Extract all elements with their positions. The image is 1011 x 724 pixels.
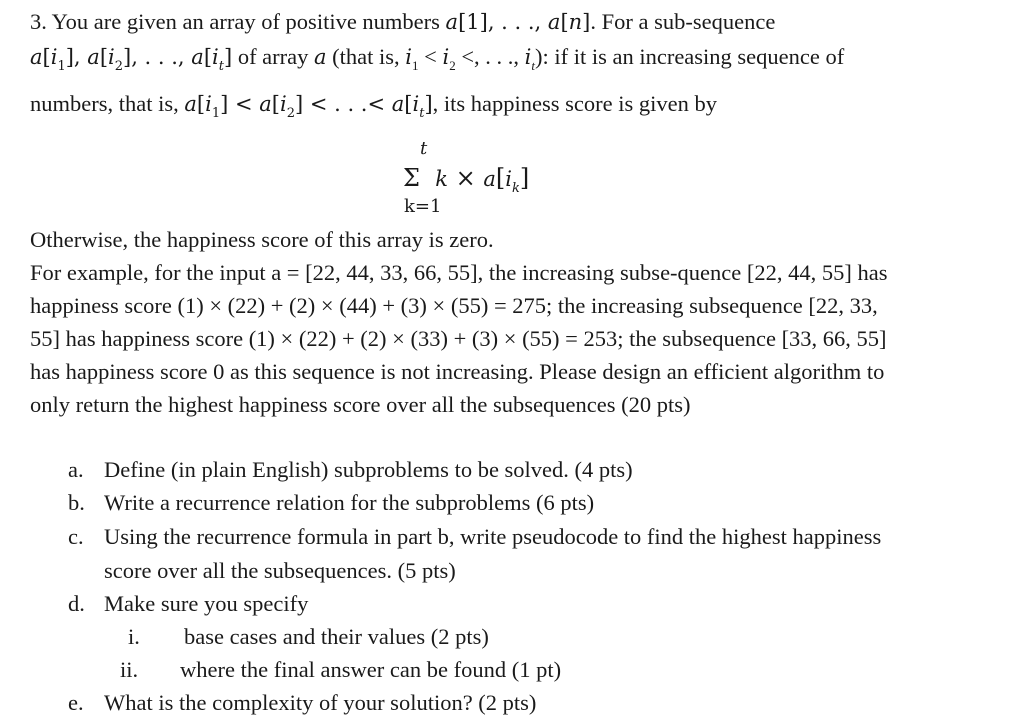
problem-line-1-text: You are given an array of positive numbers — [51, 9, 440, 34]
problem-line-1 — [30, 8, 775, 36]
paragraph-line: For example, for the input a = [22, 44, 33, 66, 55], the increasing subse-quence [22, 44, 55] has — [30, 260, 888, 285]
problem-line-3: numbers, that is, $a[i_1] < a[i_2]$ < . . .< $a[i_t]$, its happiness score is given by — [30, 91, 717, 121]
subpart-i-label: i. — [128, 624, 140, 649]
problem-line-1-end: . For a sub-sequence — [590, 9, 776, 34]
array-notation: a[1], . . ., a[n] — [445, 10, 591, 34]
paragraph-line: Otherwise, the happiness score of this array is zero. — [30, 227, 494, 252]
part-e-label: e. — [68, 690, 84, 715]
part-c-text-continued: score over all the subsequences. (5 pts) — [104, 558, 456, 583]
paragraph-line: has happiness score 0 as this sequence is not increasing. Please design an efficient algorithm to — [30, 359, 885, 384]
subpart-ii-text: where the final answer can be found (1 pt) — [180, 657, 562, 682]
part-e-text: What is the complexity of your solution? (2 pts) — [104, 690, 537, 715]
paragraph-line: only return the highest happiness score over all the subsequences (20 pts) — [30, 392, 691, 417]
paragraph-line: 55] has happiness score (1) × (22) + (2) × (33) + (3) × (55) = 253; the subsequence [33, 66, 55] — [30, 326, 887, 351]
part-a-label: a. — [68, 457, 84, 482]
part-c-text: Using the recurrence formula in part b, write pseudocode to find the highest happiness — [104, 524, 882, 549]
subsequence-notation: $a[i_1]$, $a[i_2]$, . . ., $a[i_t]$ — [30, 45, 233, 74]
paragraph-line: happiness score (1) × (22) + (2) × (44) + (3) × (55) = 275; the increasing subsequence [22, 33, — [30, 293, 878, 318]
problem-number: 3. — [30, 9, 47, 34]
part-b-text: Write a recurrence relation for the subproblems (6 pts) — [104, 490, 595, 515]
part-c-label: c. — [68, 524, 84, 549]
formula-body: Σ $k \times a[i_k]$ — [403, 164, 530, 196]
formula-lower-limit: k=1 — [404, 196, 442, 217]
formula-upper-limit: t — [420, 138, 428, 159]
problem-line-2: $a[i_1]$, $a[i_2]$, . . ., $a[i_t]$ of array a (that is, $i_1 < i_2$ <, . . ., $i_t$): if it is an increasing sequence of — [30, 44, 845, 74]
part-a-text: Define (in plain English) subproblems to be solved. (4 pts) — [104, 457, 633, 482]
part-d-label: d. — [68, 591, 85, 616]
part-b-label: b. — [68, 490, 85, 515]
part-d-text: Make sure you specify — [104, 591, 309, 616]
subpart-i-text: base cases and their values (2 pts) — [184, 624, 489, 649]
subpart-ii-label: ii. — [120, 657, 139, 682]
